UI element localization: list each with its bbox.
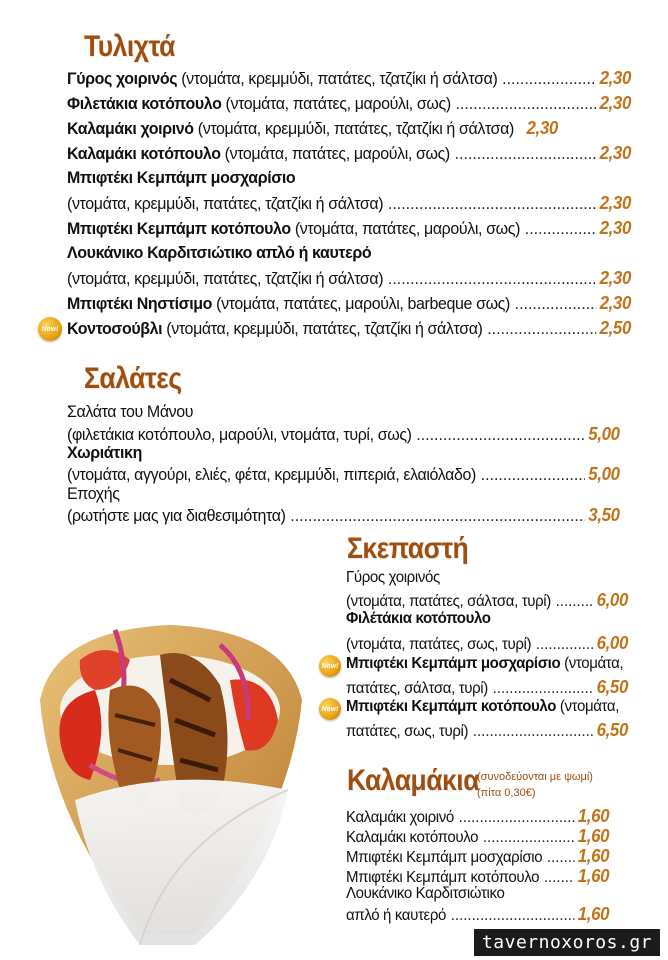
item-desc: (ντομάτα,: [559, 698, 620, 715]
menu-item: [346, 846, 609, 867]
dot-leader: [525, 219, 596, 239]
new-badge-icon: New!: [319, 655, 341, 677]
menu-item: [67, 143, 631, 164]
section-title-kalamakia: Καλαμάκια: [347, 764, 479, 797]
dot-leader: [459, 809, 574, 827]
item-name: Μπιφτέκι Κεμπάμπ κοτόπουλο: [346, 869, 540, 886]
dot-leader: [547, 849, 574, 867]
new-badge-icon: New!: [38, 317, 62, 341]
item-price: 6,00: [596, 590, 628, 610]
item-name: Μπιφτέκι Νηστίσιμο: [67, 294, 213, 313]
item-name: Λουκάνικο Καρδιτσιώτικο: [346, 885, 505, 902]
menu-item: [346, 904, 609, 925]
dot-leader: [481, 465, 585, 485]
item-price: 2,50: [599, 318, 631, 338]
dot-leader: [487, 319, 596, 339]
item-price: 1,60: [577, 826, 610, 846]
item-name: Μπιφτέκι Κεμπάμπ μοσχαρίσιο: [67, 168, 296, 187]
menu-item: [67, 218, 631, 239]
item-desc: (ντομάτα, κρεμμύδι, πατάτες, τζατζίκι ή σάλτσα): [67, 269, 384, 288]
item-name: Γύρος χοιρινός: [346, 569, 440, 586]
item-name: Σαλάτα του Μάνου: [67, 402, 194, 421]
menu-item: [67, 118, 631, 139]
item-name: Χωριάτικη: [67, 443, 142, 462]
item-desc: (ντομάτα, κρεμμύδι, πατάτες, τζατζίκι ή σάλτσα): [67, 194, 384, 213]
gyro-wrap-image: [20, 590, 320, 945]
item-desc: (ντομάτα, πατάτες, μαρούλι, barbeque σως): [216, 294, 510, 313]
section-title-skepasti: Σκεπαστή: [347, 532, 469, 565]
menu-item: [346, 633, 628, 654]
menu-item: [67, 293, 631, 314]
menu-item: [67, 318, 631, 339]
item-desc: (ντομάτα,: [564, 655, 624, 672]
item-name: Λουκάνικο Καρδιτσιώτικο απλό ή καυτερό: [67, 243, 372, 262]
new-badge-icon: New!: [319, 698, 341, 720]
item-name: Μπιφτέκι Κεμπάμπ κοτόπουλο: [346, 698, 557, 715]
section-title-tylixta: Τυλιχτά: [84, 30, 175, 63]
item-name: απλό ή καυτερό: [346, 907, 447, 924]
item-name: Εποχής: [67, 484, 120, 503]
menu-item: [346, 806, 609, 827]
menu-item: [346, 866, 609, 887]
item-desc: (ντομάτα, πατάτες, μαρούλι, σως): [294, 219, 521, 238]
item-desc: (ντομάτα, πατάτες, μαρούλι, σως): [225, 94, 451, 113]
item-name: Κοντοσούβλι: [67, 319, 163, 338]
item-name: Καλαμάκι κοτόπουλο: [67, 144, 221, 163]
item-price: 2,30: [599, 268, 631, 288]
item-price: 5,00: [588, 424, 620, 444]
kalamakia-note: (πίτα 0,30€): [477, 787, 536, 799]
item-desc: (ντομάτα, πατάτες, μαρούλι, σως): [224, 144, 450, 163]
item-price: 2,30: [599, 93, 631, 113]
menu-item: [346, 698, 619, 716]
menu-item: [67, 193, 631, 214]
item-name: Μπιφτέκι Κεμπάμπ κοτόπουλο: [67, 219, 291, 238]
dot-leader: [556, 593, 593, 611]
kalamakia-note: (συνοδεύονται με ψωμί): [477, 771, 593, 783]
item-price: 1,60: [577, 846, 610, 866]
dot-leader: [493, 680, 593, 698]
item-price: 2,30: [599, 193, 631, 213]
site-watermark: tavernoxoros.gr: [474, 929, 660, 956]
dot-leader: [388, 194, 596, 214]
dot-leader: [455, 144, 596, 164]
item-name: Μπιφτέκι Κεμπάμπ μοσχαρίσιο: [346, 849, 543, 866]
item-name: Φιλετάκια κοτόπουλο: [67, 94, 222, 113]
item-name: Καλαμάκι χοιρινό: [346, 809, 454, 826]
menu-item: [346, 677, 628, 698]
item-price: 1,60: [577, 904, 610, 924]
dot-leader: [416, 425, 584, 445]
menu-item: [67, 68, 631, 89]
item-price: 2,30: [599, 293, 631, 313]
dot-leader: [455, 94, 595, 114]
menu-item: [67, 424, 620, 445]
item-price: 2,30: [526, 118, 558, 138]
menu-item: [67, 268, 631, 289]
menu-item: [346, 826, 609, 847]
item-price: 1,60: [577, 806, 610, 826]
item-name: Καλαμάκι χοιρινό: [67, 119, 194, 138]
item-price: 6,50: [596, 677, 628, 697]
item-desc: πατάτες, σως, τυρί): [346, 723, 469, 740]
item-price: 3,50: [588, 505, 620, 525]
item-price: 5,00: [588, 464, 620, 484]
dot-leader: [544, 869, 574, 887]
menu-item: [67, 505, 620, 526]
item-desc: (ρωτήστε μας για διαθεσιμότητα): [67, 506, 286, 525]
dot-leader: [515, 294, 596, 314]
item-name: Γύρος χοιρινός: [67, 69, 178, 88]
item-price: 2,30: [599, 218, 631, 238]
menu-item: [346, 590, 628, 611]
item-price: 6,50: [596, 720, 628, 740]
item-name: Μπιφτέκι Κεμπάμπ μοσχαρίσιο: [346, 655, 561, 672]
item-desc: (ντομάτα, κρεμμύδι, πατάτες, τζατζίκι ή σάλτσα): [197, 119, 514, 138]
item-desc: (φιλετάκια κοτόπουλο, μαρούλι, ντομάτα, τυρί, σως): [67, 425, 412, 444]
dot-leader: [388, 269, 596, 289]
menu-item: [346, 720, 628, 741]
item-desc: (ντομάτα, αγγούρι, ελιές, φέτα, κρεμμύδι, πιπεριά, ελαιόλαδο): [67, 465, 476, 484]
item-price: 6,00: [596, 633, 628, 653]
item-desc: (ντομάτα, πατάτες, σάλτσα, τυρί): [346, 593, 551, 610]
item-desc: (ντομάτα, κρεμμύδι, πατάτες, τζατζίκι ή σάλτσα): [166, 319, 483, 338]
dot-leader: [502, 69, 596, 89]
menu-item: [346, 655, 623, 673]
item-name: Καλαμάκι κοτόπουλο: [346, 829, 479, 846]
item-desc: (ντομάτα, πατάτες, σως, τυρί): [346, 636, 532, 653]
dot-leader: [536, 636, 593, 654]
dot-leader: [290, 506, 584, 526]
section-title-salates: Σαλάτες: [84, 362, 182, 395]
item-price: 2,30: [599, 143, 631, 163]
item-price: 1,60: [577, 866, 610, 886]
item-desc: πατάτες, σάλτσα, τυρί): [346, 680, 488, 697]
item-name: Φιλέτάκια κοτόπουλο: [346, 610, 491, 627]
menu-item: [67, 93, 631, 114]
menu-item: [67, 464, 620, 485]
item-desc: (ντομάτα, κρεμμύδι, πατάτες, τζατζίκι ή σάλτσα): [181, 69, 498, 88]
item-price: 2,30: [599, 68, 631, 88]
dot-leader: [473, 723, 593, 741]
dot-leader: [483, 829, 574, 847]
dot-leader: [451, 907, 574, 925]
